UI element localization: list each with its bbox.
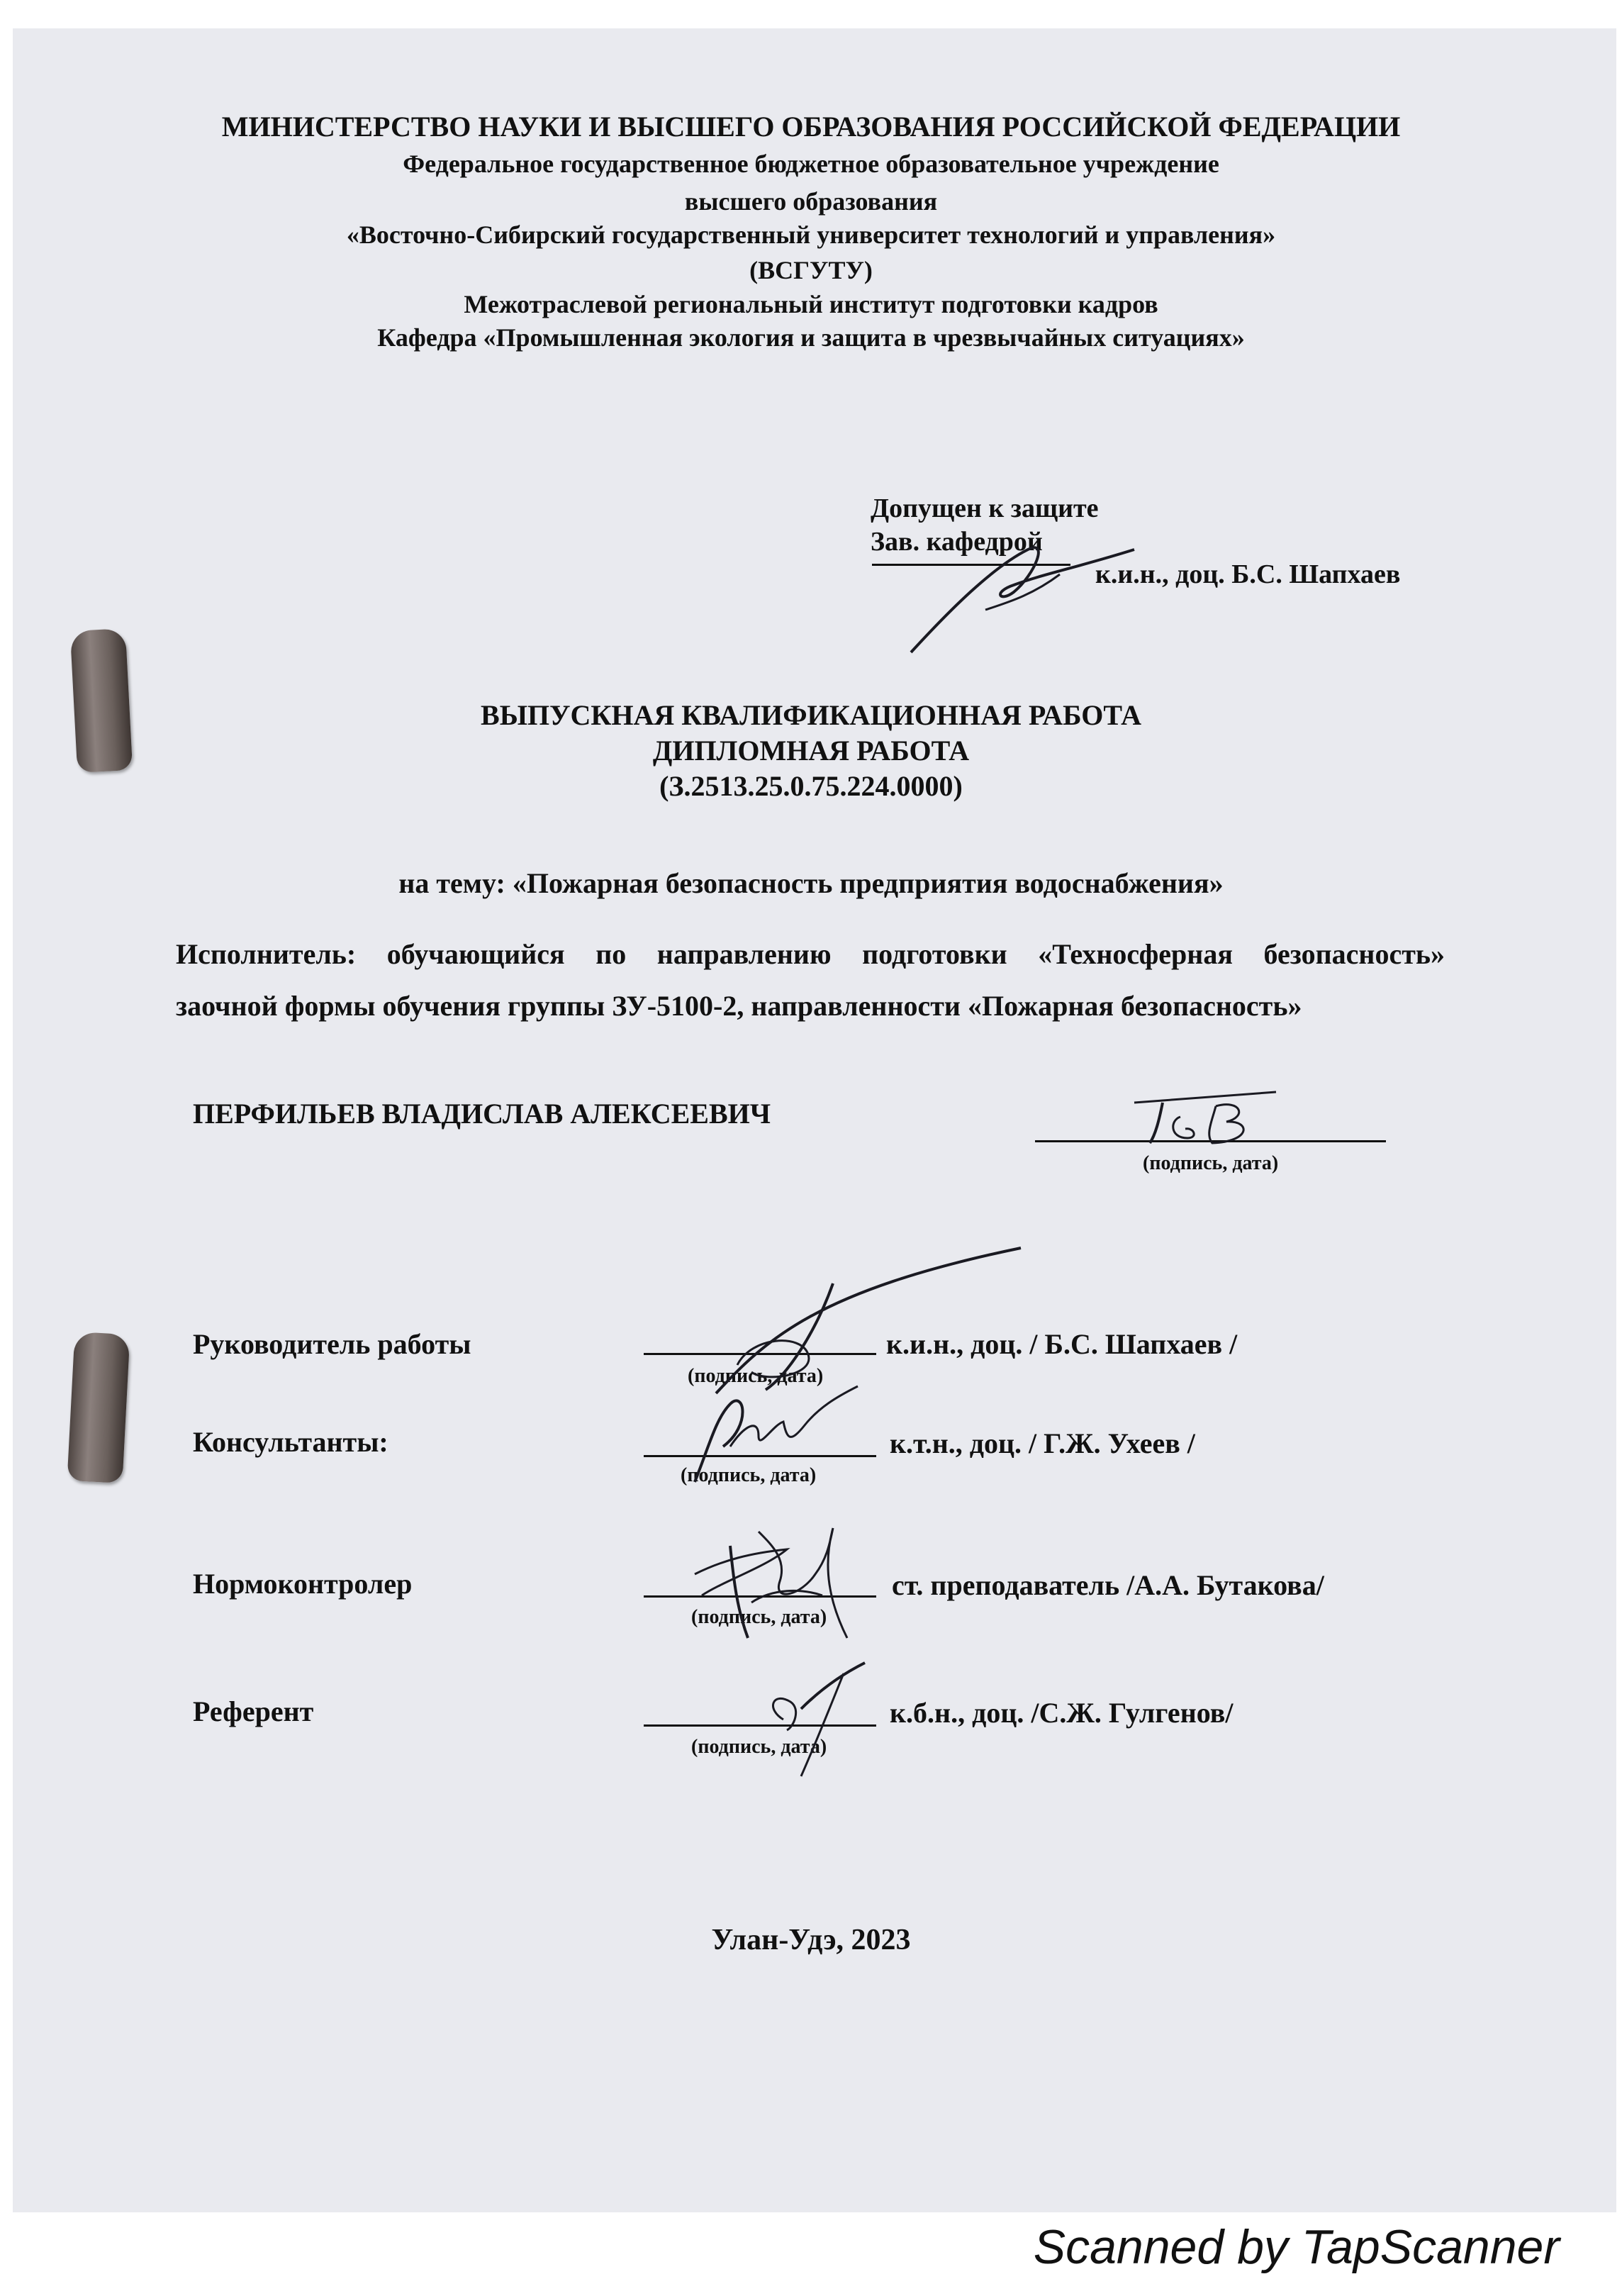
role-label-norm-control: Нормоконтролер bbox=[193, 1568, 413, 1600]
executor-signature-caption: (подпись, дата) bbox=[1143, 1152, 1279, 1174]
supervisor-signature-caption: (подпись, дата) bbox=[688, 1365, 824, 1387]
work-subtype: ДИПЛОМНАЯ РАБОТА bbox=[652, 735, 970, 767]
approval-line-2: Зав. кафедрой bbox=[871, 527, 1043, 557]
executor-signature bbox=[1106, 1078, 1290, 1149]
work-type: ВЫПУСКНАЯ КВАЛИФИКАЦИОННАЯ РАБОТА bbox=[481, 699, 1141, 731]
role-label-supervisor: Руководитель работы bbox=[193, 1328, 471, 1360]
role-label-referent: Референт bbox=[193, 1695, 314, 1727]
norm-control-signature-caption: (подпись, дата) bbox=[691, 1606, 827, 1628]
supervisor-signature bbox=[709, 1241, 1028, 1404]
ministry-title: МИНИСТЕРСТВО НАУКИ И ВЫСШЕГО ОБРАЗОВАНИЯ РОССИЙСКОЙ ФЕДЕРАЦИИ bbox=[221, 111, 1401, 143]
norm-control-signature bbox=[681, 1517, 865, 1645]
role-label-consultants: Консультанты: bbox=[193, 1426, 388, 1458]
referent-signature-caption: (подпись, дата) bbox=[691, 1736, 827, 1758]
university-name: «Восточно-Сибирский государственный университет технологий и управления» bbox=[346, 221, 1276, 249]
approval-signature bbox=[907, 525, 1141, 659]
executor-word: «Техносферная bbox=[1038, 938, 1233, 970]
work-code: (З.2513.25.0.75.224.0000) bbox=[659, 770, 963, 802]
institution-type: Федеральное государственное бюджетное образовательное учреждение bbox=[403, 150, 1219, 178]
executor-word: подготовки bbox=[862, 938, 1007, 970]
approval-signer: к.и.н., доц. Б.С. Шапхаев bbox=[1095, 559, 1401, 589]
place-year: Улан-Удэ, 2023 bbox=[711, 1924, 911, 1956]
consultant-person: к.т.н., доц. / Г.Ж. Ухеев / bbox=[890, 1427, 1195, 1459]
executor-word: по bbox=[595, 938, 627, 970]
executor-word: безопасность» bbox=[1263, 938, 1445, 970]
executor-name: ПЕРФИЛЬЕВ ВЛАДИСЛАВ АЛЕКСЕЕВИЧ bbox=[193, 1098, 771, 1130]
work-topic: на тему: «Пожарная безопасность предприятия водоснабжения» bbox=[398, 867, 1224, 899]
university-abbreviation: (ВСГУТУ) bbox=[749, 256, 873, 284]
consultant-signature bbox=[666, 1383, 865, 1489]
norm-control-person: ст. преподаватель /А.А. Бутакова/ bbox=[892, 1569, 1324, 1601]
referent-person: к.б.н., доц. /С.Ж. Гулгенов/ bbox=[890, 1697, 1234, 1729]
institute-name: Межотраслевой региональный институт подготовки кадров bbox=[464, 290, 1158, 318]
binder-clip-bottom bbox=[67, 1332, 130, 1483]
approval-line-1: Допущен к защите bbox=[871, 494, 1099, 523]
consultant-signature-caption: (подпись, дата) bbox=[681, 1464, 817, 1486]
executor-word: Исполнитель: bbox=[176, 938, 357, 970]
executor-word: обучающийся bbox=[386, 938, 565, 970]
education-level: высшего образования bbox=[684, 187, 938, 216]
executor-line-2: заочной формы обучения группы ЗУ-5100-2, направленности «Пожарная безопасность» bbox=[176, 990, 1302, 1022]
executor-line-1 bbox=[176, 937, 1445, 971]
department-name: Кафедра «Промышленная экология и защита в чрезвычайных ситуациях» bbox=[377, 323, 1245, 352]
referent-signature bbox=[751, 1659, 893, 1780]
executor-word: направлению bbox=[656, 938, 832, 970]
scanner-watermark: Scanned by TapScanner bbox=[1033, 2220, 1560, 2274]
supervisor-person: к.и.н., доц. / Б.С. Шапхаев / bbox=[886, 1328, 1238, 1360]
